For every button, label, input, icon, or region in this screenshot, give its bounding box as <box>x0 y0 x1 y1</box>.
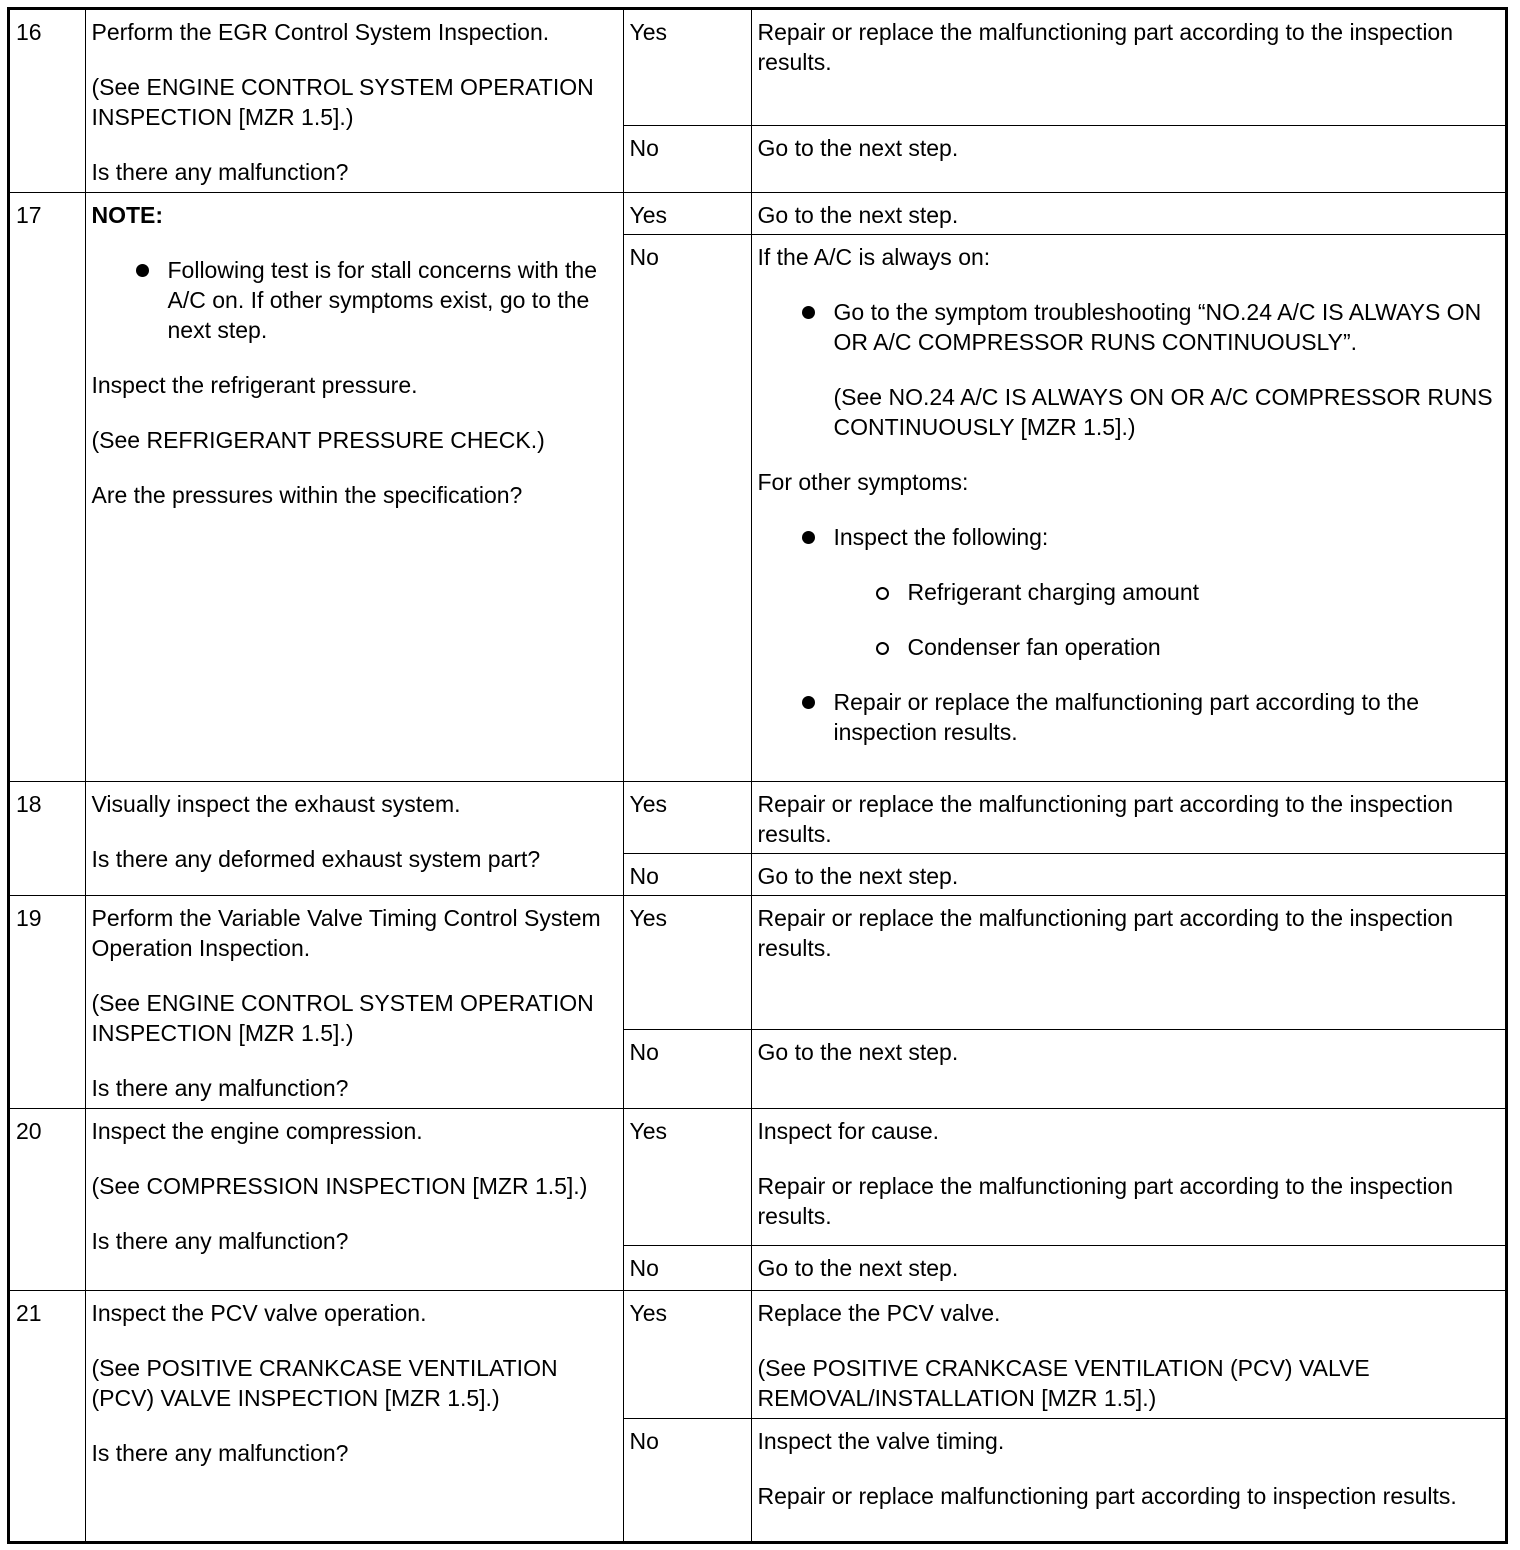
no-action <box>751 125 1505 192</box>
step-row-19 <box>10 895 1505 1029</box>
step-row-20 <box>10 1108 1505 1245</box>
no-label: No <box>623 1418 751 1543</box>
no-action <box>751 1029 1505 1108</box>
step-row-21 <box>10 1290 1505 1418</box>
yes-label: Yes <box>623 1108 751 1245</box>
no-list-1 <box>758 297 1500 442</box>
action-text: Go to the next step. <box>757 1254 959 1281</box>
step-number: 17 <box>10 192 85 781</box>
action-text: Go to the next step. <box>757 862 959 889</box>
yes-label: Yes <box>623 781 751 853</box>
no-label: No <box>623 125 751 192</box>
step-row-17 <box>10 192 1505 234</box>
yes-label: Yes <box>623 895 751 1029</box>
step-number: 20 <box>10 1108 85 1290</box>
circle-bullet-icon <box>876 642 889 655</box>
action-text: Inspect for cause. <box>757 1117 940 1144</box>
no-list-2 <box>758 522 1500 747</box>
step-row-18 <box>10 781 1505 853</box>
inspection-text: Inspect the refrigerant pressure. <box>91 371 418 398</box>
no-action <box>751 1245 1505 1290</box>
step-number: 16 <box>10 10 85 192</box>
action-text: Repair or replace the malfunctioning part according to the inspection results. <box>757 19 1454 75</box>
bullet-reference: (See NO.24 A/C IS ALWAYS ON OR A/C COMPRESSOR RUNS CONTINUOUSLY [MZR 1.5].) <box>833 383 1493 440</box>
yes-label: Yes <box>623 10 751 125</box>
action-text: Replace the PCV valve. <box>757 1299 1001 1326</box>
step-inspection <box>85 1108 623 1290</box>
yes-action <box>751 192 1505 234</box>
action-text: Go to the next step. <box>757 134 959 161</box>
inspection-reference: (See POSITIVE CRANKCASE VENTILATION (PCV) VALVE INSPECTION [MZR 1.5].) <box>91 1354 558 1411</box>
step-number: 18 <box>10 781 85 895</box>
no-bullet: Repair or replace the malfunctioning part according to the inspection results. <box>758 687 1500 747</box>
no-label: No <box>623 853 751 895</box>
yes-action <box>751 1290 1505 1418</box>
no-other-symptoms: For other symptoms: <box>757 468 969 495</box>
step-row-16 <box>10 10 1505 125</box>
no-bullet <box>758 297 1500 442</box>
step-inspection <box>85 895 623 1108</box>
inspection-question: Is there any malfunction? <box>91 1439 349 1466</box>
inspection-reference: (See REFRIGERANT PRESSURE CHECK.) <box>91 426 545 453</box>
troubleshooting-table-frame <box>7 7 1508 1544</box>
inspection-reference: (See ENGINE CONTROL SYSTEM OPERATION INSPECTION [MZR 1.5].) <box>91 989 594 1046</box>
yes-action <box>751 10 1505 125</box>
yes-action <box>751 1108 1505 1245</box>
bullet-icon <box>802 696 815 709</box>
inspection-text: Inspect the PCV valve operation. <box>91 1299 427 1326</box>
inspection-reference: (See COMPRESSION INSPECTION [MZR 1.5].) <box>91 1172 588 1199</box>
note-bullet: Following test is for stall concerns with the A/C on. If other symptoms exist, go to the next step. <box>92 255 617 345</box>
no-action <box>751 1418 1505 1543</box>
note-label: NOTE: <box>91 201 164 228</box>
yes-action <box>751 895 1505 1029</box>
inspection-question: Is there any deformed exhaust system part? <box>91 845 541 872</box>
action-text: Repair or replace malfunctioning part according to inspection results. <box>757 1482 1457 1509</box>
inspection-question: Is there any malfunction? <box>91 1074 349 1101</box>
circle-bullet-icon <box>876 587 889 600</box>
no-label: No <box>623 1029 751 1108</box>
no-action <box>751 853 1505 895</box>
step-inspection <box>85 10 623 192</box>
bullet-icon <box>802 531 815 544</box>
troubleshooting-table <box>10 10 1505 1544</box>
action-text: Inspect the valve timing. <box>757 1427 1005 1454</box>
inspection-question: Are the pressures within the specification? <box>91 481 523 508</box>
inspection-text: Perform the Variable Valve Timing Control System Operation Inspection. <box>91 904 601 961</box>
step-inspection <box>85 1290 623 1543</box>
bullet-icon <box>136 264 149 277</box>
no-sub-bullet: Refrigerant charging amount <box>758 577 1500 607</box>
step-inspection <box>85 781 623 895</box>
inspection-question: Is there any malfunction? <box>91 159 349 185</box>
step-number: 19 <box>10 895 85 1108</box>
inspection-text: Perform the EGR Control System Inspection. <box>91 19 550 45</box>
action-text: Go to the next step. <box>757 201 959 228</box>
action-text: Repair or replace the malfunctioning part according to the inspection results. <box>757 1172 1454 1229</box>
no-bullet: Inspect the following: <box>758 522 1500 552</box>
note-list <box>92 255 617 345</box>
step-number: 21 <box>10 1290 85 1543</box>
inspection-text: Visually inspect the exhaust system. <box>91 790 461 817</box>
action-text: Repair or replace the malfunctioning part according to the inspection results. <box>757 790 1454 847</box>
yes-action <box>751 781 1505 853</box>
action-text: (See POSITIVE CRANKCASE VENTILATION (PCV) VALVE REMOVAL/INSTALLATION [MZR 1.5].) <box>757 1354 1370 1411</box>
action-text: Go to the next step. <box>757 1038 959 1065</box>
no-label: No <box>623 234 751 781</box>
yes-label: Yes <box>623 1290 751 1418</box>
inspection-text: Inspect the engine compression. <box>91 1117 423 1144</box>
action-text: Repair or replace the malfunctioning part according to the inspection results. <box>757 904 1454 961</box>
no-label: No <box>623 1245 751 1290</box>
bullet-icon <box>802 306 815 319</box>
no-intro: If the A/C is always on: <box>757 243 991 270</box>
yes-label: Yes <box>623 192 751 234</box>
bullet-text: Go to the symptom troubleshooting “NO.24 A/C IS ALWAYS ON OR A/C COMPRESSOR RUNS CONTINUOUSLY”. <box>833 298 1482 355</box>
inspection-reference: (See ENGINE CONTROL SYSTEM OPERATION INSPECTION [MZR 1.5].) <box>91 74 594 130</box>
no-action <box>751 234 1505 781</box>
no-sub-bullet: Condenser fan operation <box>758 632 1500 662</box>
inspection-question: Is there any malfunction? <box>91 1227 349 1254</box>
step-inspection <box>85 192 623 781</box>
